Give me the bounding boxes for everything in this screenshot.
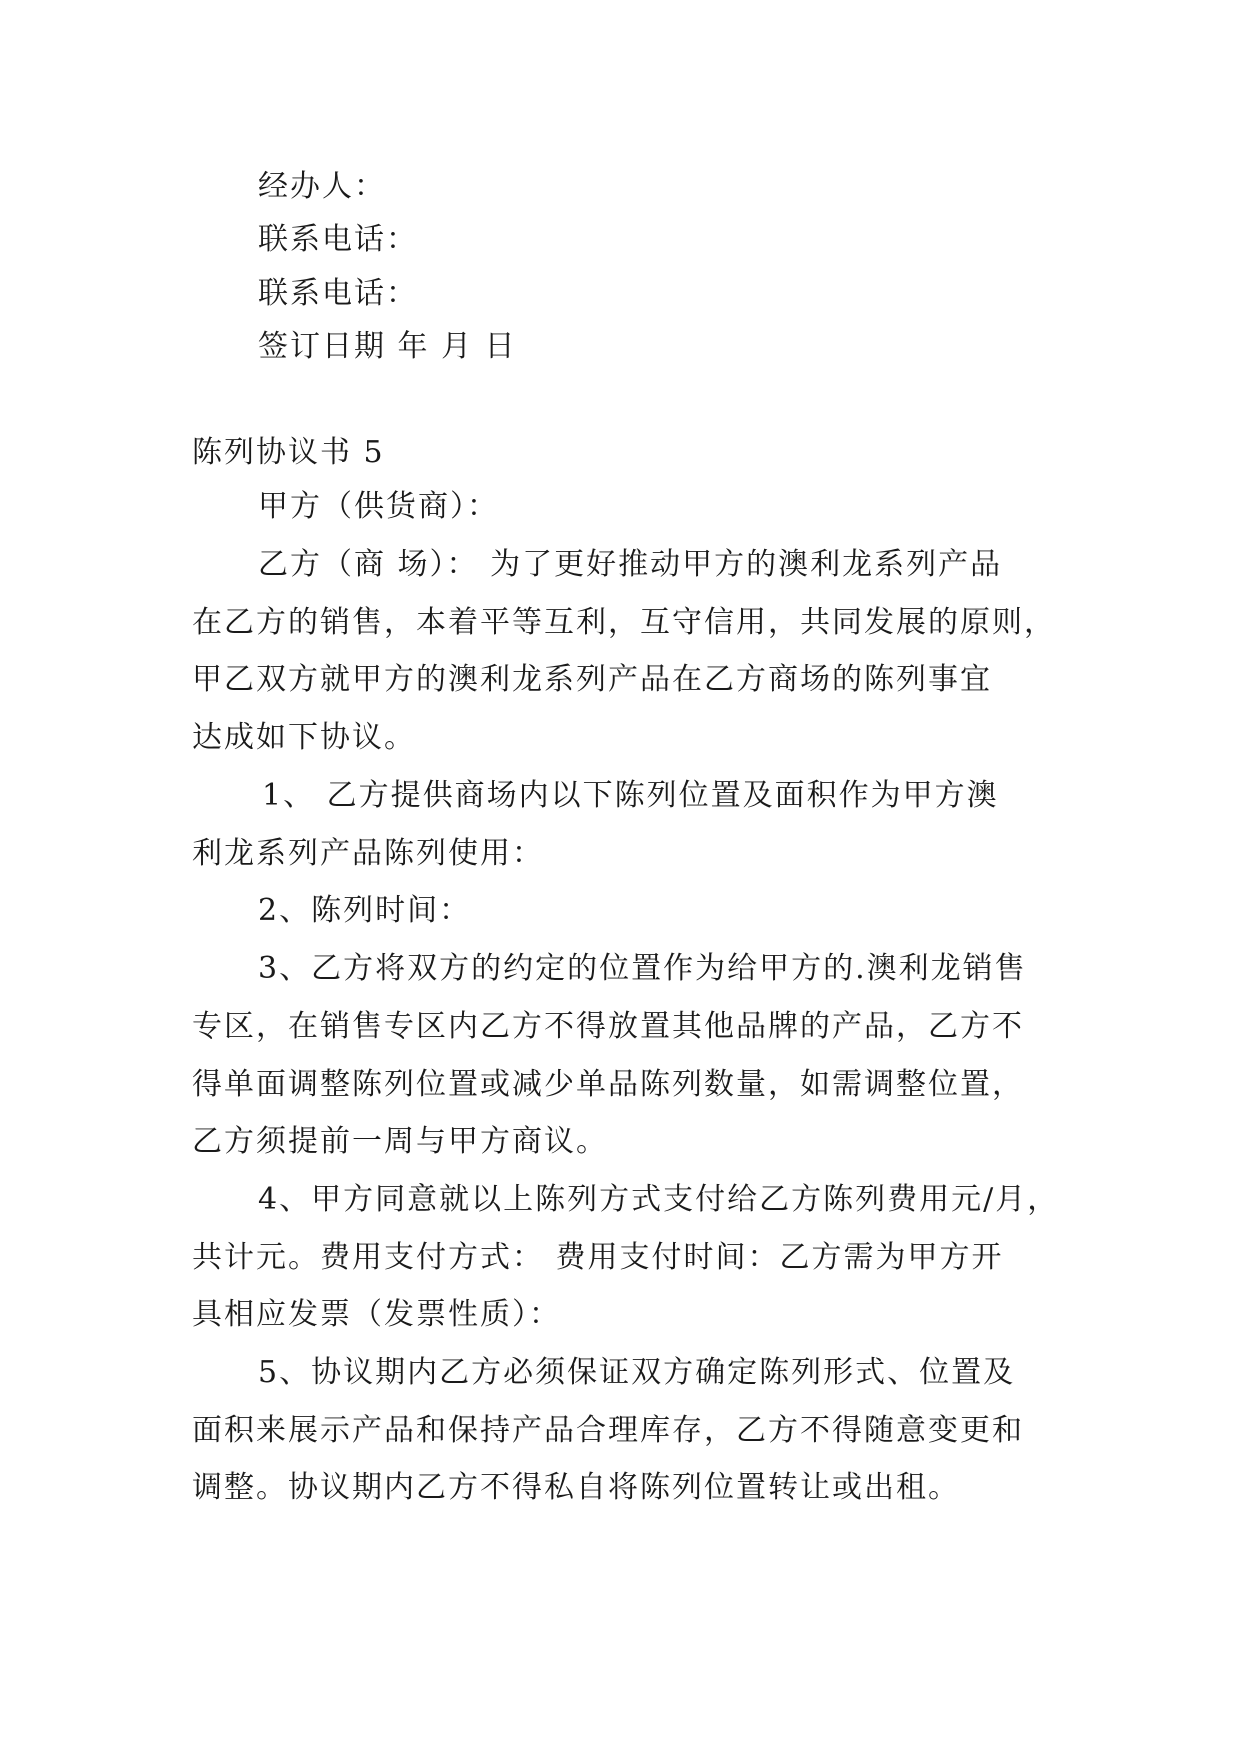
sign-date-field: 签订日期 年 月 日	[258, 329, 517, 364]
clause-4-line-3: 具相应发票（发票性质）：	[192, 1297, 561, 1332]
clause-1-line-1: 1、 乙方提供商场内以下陈列位置及面积作为甲方澳	[262, 778, 999, 813]
clause-3-line-1: 3、乙方将双方的约定的位置作为给甲方的.澳利龙销售	[258, 951, 1027, 986]
intro-line-3: 甲乙双方就甲方的澳利龙系列产品在乙方商场的陈列事宜	[192, 662, 992, 697]
phone-field-1: 联系电话：	[258, 222, 418, 257]
clause-3-line-4: 乙方须提前一周与甲方商议。	[192, 1124, 608, 1159]
document-title: 陈列协议书 5	[192, 435, 385, 470]
clause-3-line-2: 专区，在销售专区内乙方不得放置其他品牌的产品，乙方不	[192, 1009, 1024, 1044]
intro-line-1: 乙方（商 场）： 为了更好推动甲方的澳利龙系列产品	[258, 547, 1003, 582]
phone-field-2: 联系电话：	[258, 276, 418, 311]
clause-5-line-3: 调整。协议期内乙方不得私自将陈列位置转让或出租。	[192, 1470, 960, 1505]
intro-line-4: 达成如下协议。	[192, 720, 416, 755]
clause-4-line-1: 4、甲方同意就以上陈列方式支付给乙方陈列费用元/月，	[258, 1182, 1060, 1217]
clause-2-line-1: 2、陈列时间：	[258, 893, 472, 928]
clause-1-line-2: 利龙系列产品陈列使用：	[192, 836, 544, 871]
clause-4-line-2: 共计元。费用支付方式： 费用支付时间：乙方需为甲方开	[192, 1240, 1004, 1275]
agent-field: 经办人：	[258, 169, 386, 204]
clause-5-line-2: 面积来展示产品和保持产品合理库存，乙方不得随意变更和	[192, 1413, 1024, 1448]
clause-3-line-3: 得单面调整陈列位置或减少单品陈列数量，如需调整位置，	[192, 1067, 1024, 1102]
clause-5-line-1: 5、协议期内乙方必须保证双方确定陈列形式、位置及	[258, 1355, 1016, 1390]
intro-line-2: 在乙方的销售，本着平等互利，互守信用，共同发展的原则，	[192, 605, 1056, 640]
party-a-line: 甲方（供货商）：	[258, 489, 499, 524]
